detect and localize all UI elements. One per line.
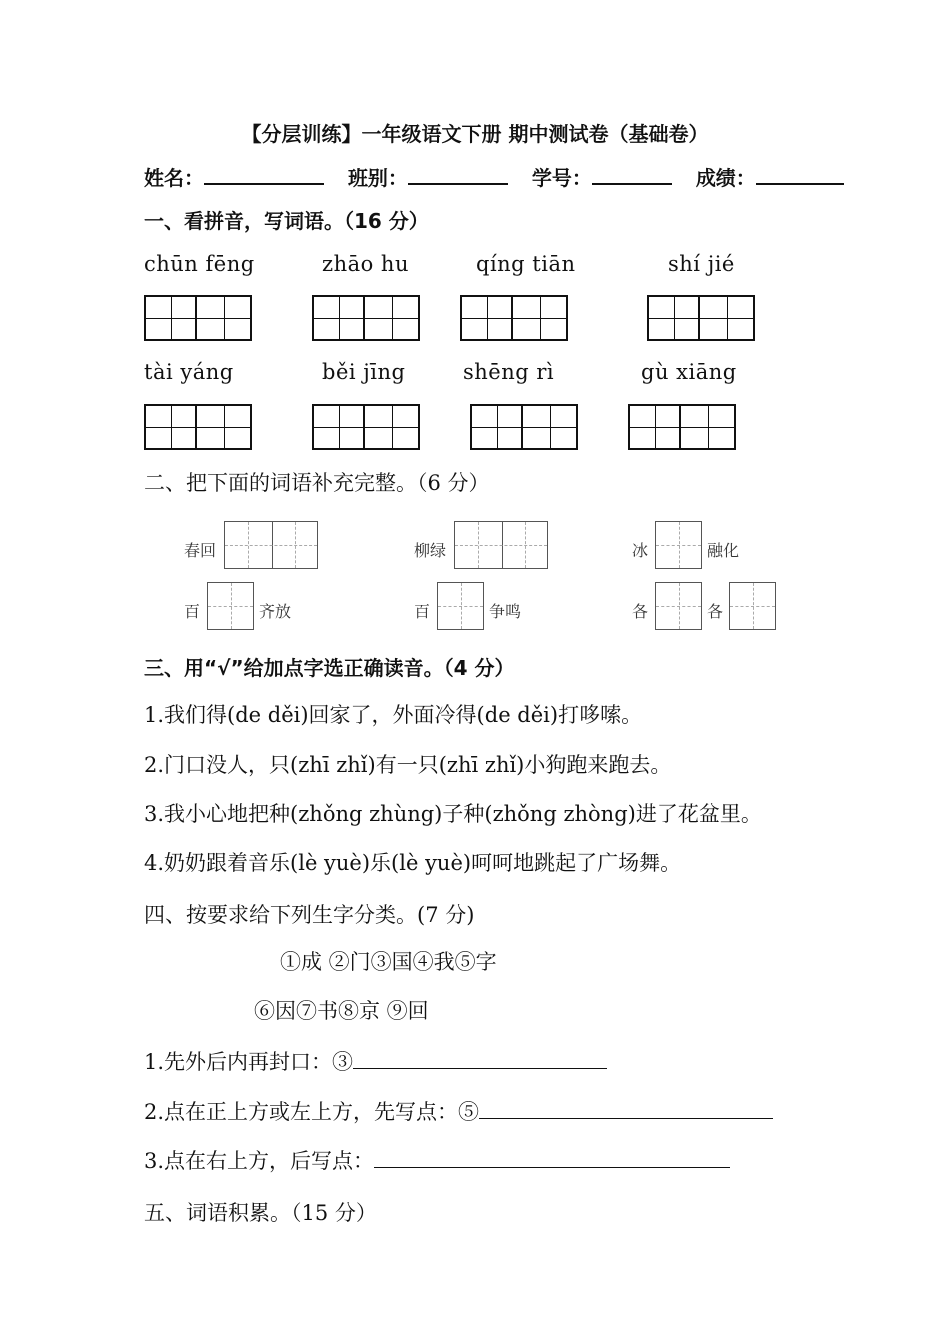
- chars-row-2: ⑥因⑦书⑧京 ⑨回: [254, 999, 429, 1023]
- s4-q3-blank[interactable]: [374, 1147, 730, 1168]
- name-label: 姓名：: [144, 166, 204, 190]
- tianzige-8[interactable]: [628, 404, 736, 450]
- tianzige-7[interactable]: [470, 404, 578, 450]
- word-ronghua: 融化: [707, 541, 740, 560]
- blank-box-6[interactable]: [655, 582, 702, 630]
- pinyin-4: shí jié: [668, 252, 735, 276]
- blank-box-4[interactable]: [207, 582, 254, 630]
- number-blank[interactable]: [592, 165, 672, 185]
- s3-line-4: 4.奶奶跟着音乐(lè yuè)乐(lè yuè)呵呵地跳起了广场舞。: [144, 851, 682, 875]
- s4-q3: [144, 1147, 730, 1174]
- pinyin-2: zhāo hu: [322, 252, 409, 276]
- pinyin-5: tài yáng: [144, 360, 234, 384]
- section-1-heading: 一、看拼音，写词语。（16 分）: [144, 209, 429, 233]
- score-label: 成绩：: [695, 166, 756, 190]
- blank-box-7[interactable]: [729, 582, 776, 630]
- tianzige-5[interactable]: [144, 404, 252, 450]
- section-4-heading: 四、按要求给下列生字分类。(7 分): [144, 903, 475, 927]
- s4-q1-text: 1.先外后内再封口：③: [144, 1050, 354, 1074]
- word-ge-1: 各: [632, 602, 649, 621]
- s4-q2-blank[interactable]: [479, 1098, 773, 1119]
- blank-box-1[interactable]: [224, 521, 318, 569]
- blank-box-5[interactable]: [437, 582, 484, 630]
- word-bing: 冰: [632, 541, 649, 560]
- section-3-heading: 三、用“√”给加点字选正确读音。（4 分）: [144, 656, 515, 680]
- tianzige-1[interactable]: [144, 295, 252, 341]
- tianzige-3[interactable]: [460, 295, 568, 341]
- pinyin-8: gù xiāng: [641, 360, 737, 384]
- pinyin-1: chūn fēng: [144, 252, 255, 276]
- word-qifang: 齐放: [259, 602, 292, 621]
- word-zhengming: 争鸣: [489, 602, 522, 621]
- number-label: 学号：: [531, 166, 592, 190]
- tianzige-6[interactable]: [312, 404, 420, 450]
- word-chunhui: 春回: [184, 541, 217, 560]
- name-blank[interactable]: [204, 165, 324, 185]
- s3-line-1: 1.我们得(de děi)回家了，外面冷得(de děi)打哆嗦。: [144, 703, 643, 727]
- tianzige-4[interactable]: [647, 295, 755, 341]
- word-liulv: 柳绿: [414, 541, 447, 560]
- word-bai-2: 百: [414, 602, 431, 621]
- word-ge-2: 各: [707, 602, 724, 621]
- pinyin-3: qíng tiān: [476, 252, 576, 276]
- s4-q3-text: 3.点在右上方，后写点：: [144, 1149, 375, 1173]
- pinyin-6: běi jīng: [322, 360, 406, 384]
- section-2-heading: 二、把下面的词语补充完整。（6 分）: [144, 471, 490, 495]
- s4-q2-text: 2.点在正上方或左上方，先写点：⑤: [144, 1100, 480, 1124]
- chars-row-1: ①成 ②门③国④我⑤字: [280, 950, 497, 974]
- s4-q2: [144, 1098, 773, 1125]
- section-5-heading: 五、词语积累。（15 分）: [144, 1201, 377, 1225]
- pinyin-7: shēng rì: [463, 360, 555, 384]
- score-blank[interactable]: [756, 165, 844, 185]
- s3-line-2: 2.门口没人，只(zhī zhǐ)有一只(zhī zhǐ)小狗跑来跑去。: [144, 753, 672, 777]
- s4-q1-blank[interactable]: [353, 1048, 607, 1069]
- class-label: 班别：: [347, 166, 408, 190]
- blank-box-2[interactable]: [454, 521, 548, 569]
- s4-q1: [144, 1048, 607, 1075]
- info-row: [144, 162, 844, 191]
- class-blank[interactable]: [408, 165, 508, 185]
- blank-box-3[interactable]: [655, 521, 702, 569]
- word-bai-1: 百: [184, 602, 201, 621]
- page-title: 【分层训练】一年级语文下册 期中测试卷（基础卷）: [241, 122, 709, 146]
- tianzige-2[interactable]: [312, 295, 420, 341]
- s3-line-3: 3.我小心地把种(zhǒng zhùng)子种(zhǒng zhòng)进了花盆里。: [144, 802, 762, 826]
